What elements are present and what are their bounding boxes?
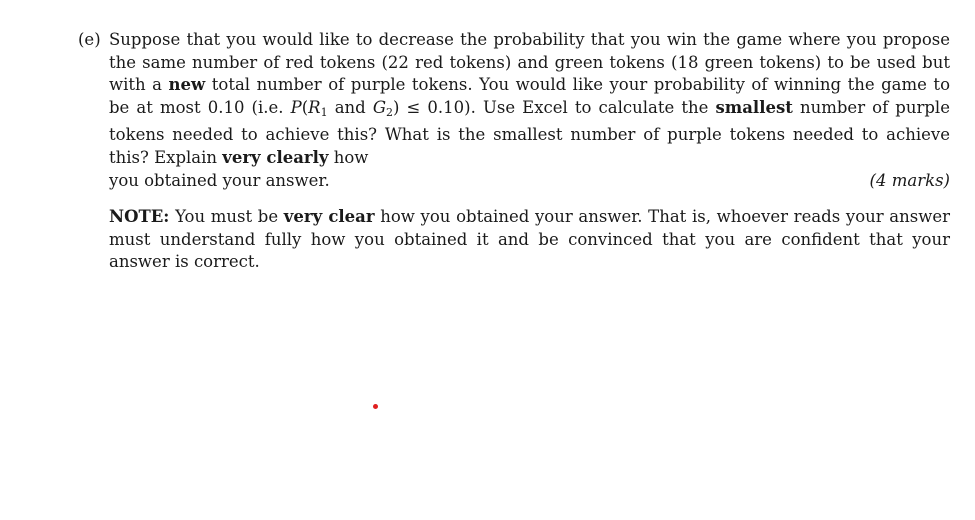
note-label: NOTE: xyxy=(109,207,170,227)
question-text-3: Use Excel to calculate the xyxy=(482,97,709,117)
question-text-2: total number of purple tokens. You would like your probability of winning the game to be at most 0.10 (i.e. xyxy=(109,75,950,117)
question-text-5: how xyxy=(333,147,369,167)
marks-line xyxy=(109,170,950,193)
question-body xyxy=(109,29,950,192)
red-cursor-dot xyxy=(373,404,378,409)
probability-expression: $P(R_1$ and $G_2) \le 0.10$). xyxy=(290,97,476,119)
question-text-last: you obtained your answer. xyxy=(109,170,330,190)
note-text-1: You must be xyxy=(175,207,279,227)
note-text-2: how you obtained your answer. That is, whoever reads your answer must understand fully how you obtained it and be convinced that you are confident that your answer is correct. xyxy=(109,207,951,272)
question-text-1: Suppose that you would like to decrease the probability that you win the game where you propose the same number of red tokens (22 red tokens) and green tokens (18 green tokens) to be used but with a xyxy=(109,30,950,95)
question-text-4: number of purple tokens needed to achieve this? What is the smallest number of purple tokens needed to achieve this? Explain xyxy=(109,97,950,167)
question-label: (e) xyxy=(78,30,101,49)
question-e xyxy=(78,29,950,274)
marks-label: (4 marks) xyxy=(869,170,950,190)
bold-very-clear: very clear xyxy=(283,207,375,227)
bold-new: new xyxy=(168,75,206,95)
note-paragraph xyxy=(109,206,950,274)
bold-smallest: smallest xyxy=(715,97,793,117)
bold-very-clearly: very clearly xyxy=(222,147,329,167)
